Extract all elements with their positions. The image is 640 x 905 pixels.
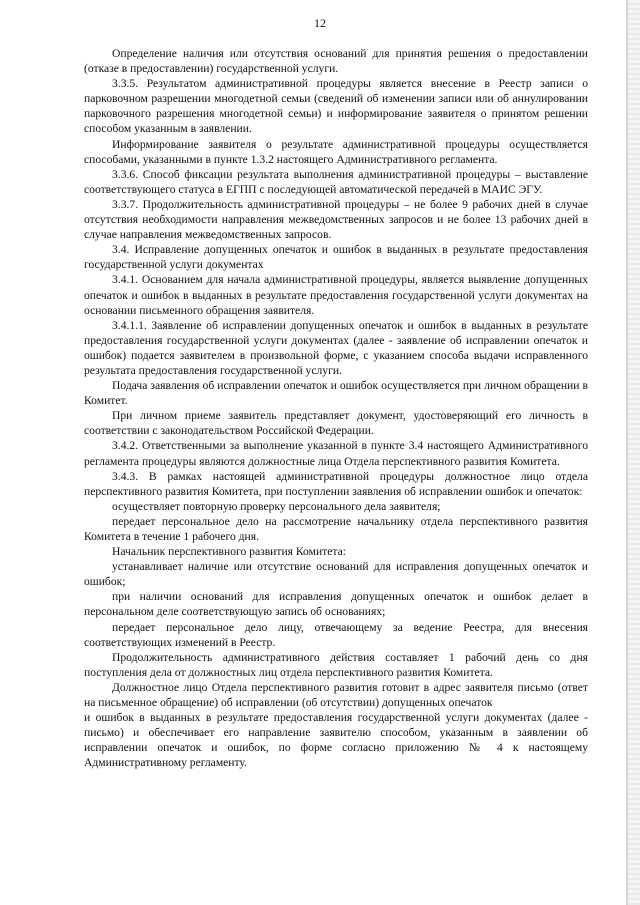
list-item: устанавливает наличие или отсутствие оснований для исправления допущенных опечаток и ошибок; xyxy=(84,560,588,589)
paragraph: Подача заявления об исправлении опечаток и ошибок осуществляется при личном обращении в Комитет. xyxy=(84,379,588,408)
paragraph: Продолжительность административного действия составляет 1 рабочий день со дня поступления дела от должностных лиц отдела перспективного развития Комитета. xyxy=(84,650,588,679)
paragraph: 3.4.1.1. Заявление об исправлении допущенных опечаток и ошибок в выданных в результате предоставления государственной услуги документах (далее - заявление об исправлении опечаток и ошибок) подается заявителем в произвольной форме, с указанием способа выдачи исправленного результата предоставления государственной услуги. xyxy=(84,318,588,377)
list-item: при наличии оснований для исправления допущенных опечаток и ошибок делает в персональном деле соответствующую запись об основаниях; xyxy=(84,590,588,619)
paragraph: 3.3.5. Результатом административной процедуры является внесение в Реестр записи о парковочном разрешении многодетной семьи (сведений об изменении записи или об аннулировании парковочного разрешения многодетной семьи) и информирование заявителя о принятом решении способом указанным в заявлении. xyxy=(84,77,588,136)
paragraph: 3.3.6. Способ фиксации результата выполнения административной процедуры – выставление соответствующего статуса в ЕГПП с последующей автоматической передачей в МАИС ЭГУ. xyxy=(84,167,588,196)
page-number: 12 xyxy=(314,16,326,30)
paragraph: Информирование заявителя о результате административной процедуры осуществляется способами, указанными в пункте 1.3.2 настоящего Административного регламента. xyxy=(84,137,588,166)
paragraph: 3.4.2. Ответственными за выполнение указанной в пункте 3.4 настоящего Административного регламента процедуры являются должностные лица Отдела перспективного развития Комитета. xyxy=(84,439,588,468)
paragraph: Определение наличия или отсутствия оснований для принятия решения о предоставлении (отказе в предоставлении) государственной услуги. xyxy=(84,47,588,76)
paragraph: 3.4.1. Основанием для начала административной процедуры, является выявление допущенных опечаток и ошибок в выданных в результате предоставления государственной услуги документах на основании письменного обращения заявителя. xyxy=(84,273,588,317)
scan-edge-artifact xyxy=(626,0,640,905)
list-item: передает персональное дело лицу, отвечающему за ведение Реестра, для внесения соответствующих изменений в Реестр. xyxy=(84,620,588,649)
list-item: передает персональное дело на рассмотрение начальнику отдела перспективного развития Комитета в течение 1 рабочего дня. xyxy=(84,514,588,543)
list-item: осуществляет повторную проверку персонального дела заявителя; xyxy=(112,499,441,513)
section-heading: 3.4. Исправление допущенных опечаток и ошибок в выданных в результате предоставления государственной услуги документах xyxy=(84,243,588,272)
document-body xyxy=(84,46,588,771)
paragraph: Начальник перспективного развития Комитета: xyxy=(112,545,346,559)
paragraph: Должностное лицо Отдела перспективного развития готовит в адрес заявителя письмо (ответ на письменное обращение) об исправлении (об отсутствии) допущенных опечаток xyxy=(84,680,588,710)
paragraph: При личном приеме заявитель представляет документ, удостоверяющий его личность в соответствии с законодательством Российской Федерации. xyxy=(84,409,588,438)
paragraph: 3.3.7. Продолжительность административной процедуры – не более 9 рабочих дней в случае отсутствия необходимости направления межведомственных запросов и не более 13 рабочих дней в случае направления межведомственных запросов. xyxy=(84,197,588,242)
paragraph: 3.4.3. В рамках настоящей административной процедуры должностное лицо отдела перспективного развития Комитета, при поступлении заявления об исправлении ошибок и опечаток: xyxy=(84,469,588,498)
paragraph: и ошибок в выданных в результате предоставления государственной услуги документах (далее - письмо) и обеспечивает его направление заявителю способом, указанным в заявлении об исправлении опечаток и ошибок, по форме согласно приложению № 4 к настоящему Административному регламенту. xyxy=(84,711,588,770)
